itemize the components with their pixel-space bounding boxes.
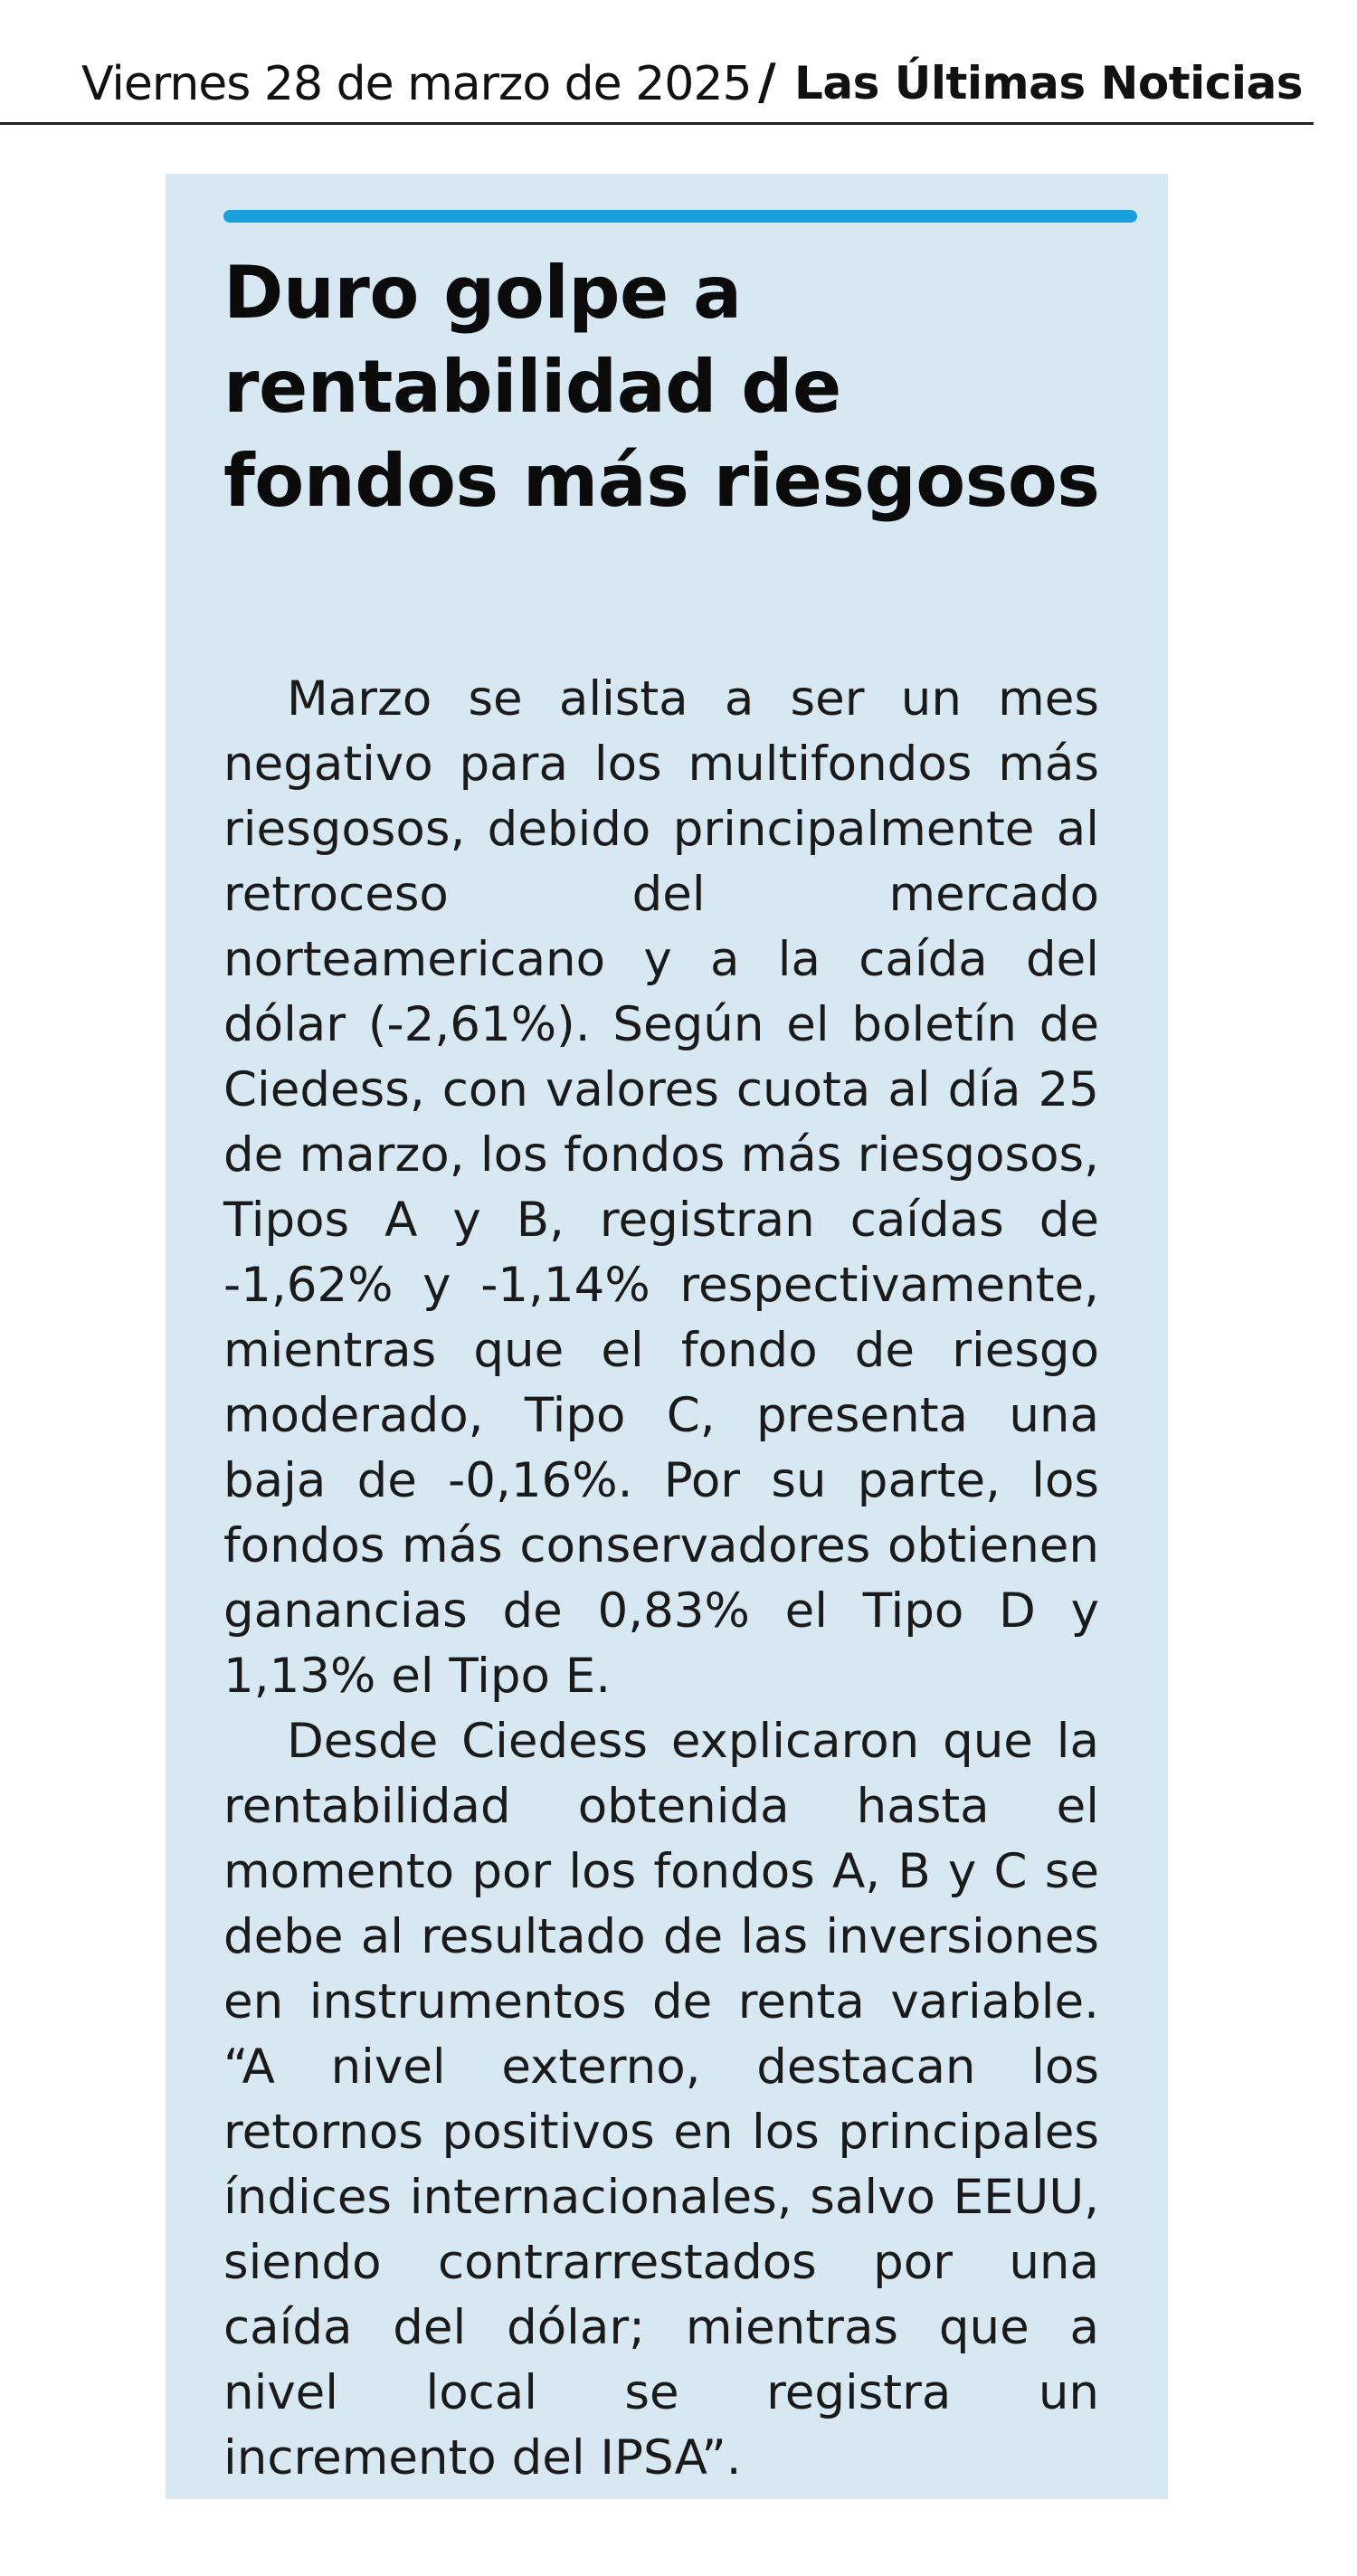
article-paragraph-2: Desde Ciedess explicaron que la rentabilidad obtenida hasta el momento por los fondos A, B y C se debe al resultado de las inversiones en instrumentos de renta variable. “A nivel externo, destacan los retornos positivos en los principales índices internacionales, salvo EEUU, siendo contrarrestados por una caída del dólar; mientras que a nivel local se registra un incremento del IPSA”. — [223, 1714, 1099, 2486]
header-separator: / — [758, 53, 776, 110]
page-header — [0, 41, 1314, 125]
accent-bar — [223, 210, 1137, 223]
article-body — [223, 667, 1099, 2491]
newspaper-name: Las Últimas Noticias — [794, 57, 1304, 109]
article-box — [166, 174, 1168, 2499]
publication-date: Viernes 28 de marzo de 2025 — [81, 57, 752, 111]
article-headline: Duro golpe a rentabilidad de fondos más riesgosos — [223, 251, 1100, 523]
article-paragraph-1: Marzo se alista a ser un mes negativo para los multifondos más riesgosos, debido principalmente al retroceso del mercado norteamericano y a la caída del dólar (-2,61%). Según el boletín de Ciedess, con valores cuota al día 25 de marzo, los fondos más riesgosos, Tipos A y B, registran caídas de -1,62% y -1,14% respectivamente, mientras que el fondo de riesgo moderado, Tipo C, presenta una baja de -0,16%. Por su parte, los fondos más conservadores obtienen ganancias de 0,83% el Tipo D y 1,13% el Tipo E. — [223, 671, 1099, 1704]
